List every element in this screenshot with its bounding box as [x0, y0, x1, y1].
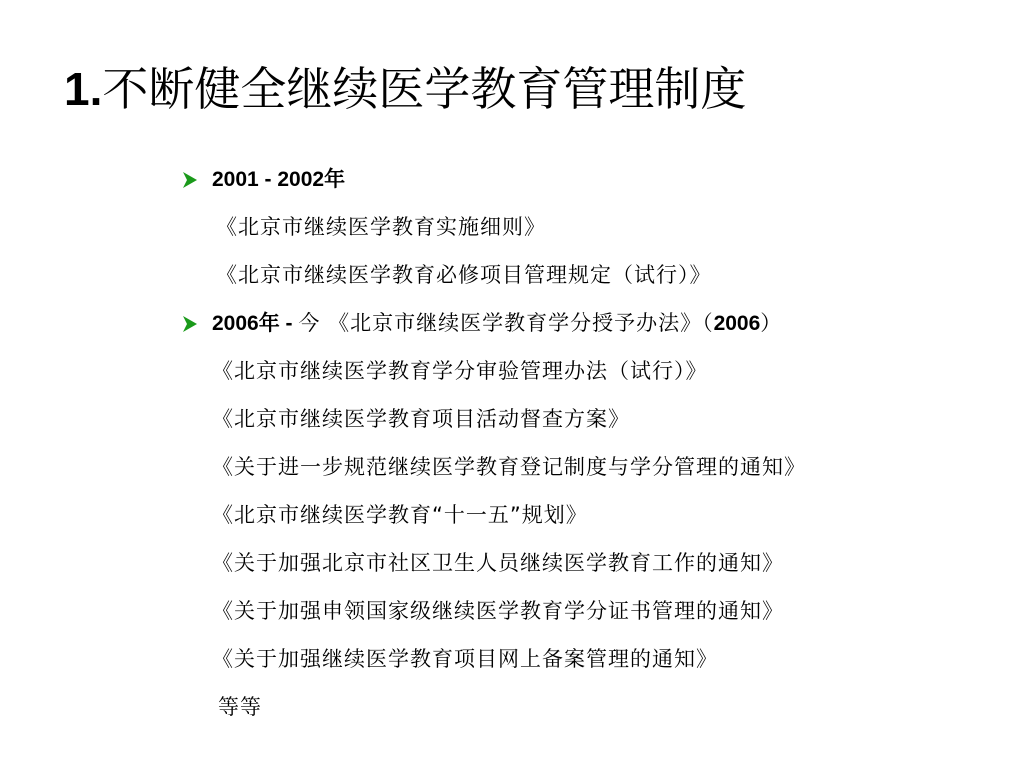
- section-2-dash: -: [279, 312, 299, 335]
- arrow-bullet-icon: [182, 171, 198, 189]
- section-1-period-suffix: 年: [324, 168, 346, 191]
- section-1-heading: [212, 165, 345, 194]
- section-2-doc: 《关于加强申领国家级继续医学教育学分证书管理的通知》: [212, 599, 784, 623]
- section-2-to: 今: [298, 311, 321, 335]
- section-2-trailing: 等等: [218, 695, 262, 719]
- section-2-inline-close: ）: [760, 311, 783, 335]
- slide-title: [64, 62, 746, 117]
- section-2-year-suffix: 年: [258, 312, 280, 335]
- section-1-period: 2001 - 2002: [212, 168, 325, 191]
- title-number: 1.: [64, 63, 103, 115]
- arrow-bullet-icon: [182, 315, 198, 333]
- section-2-doc: 《北京市继续医学教育“十一五”规划》: [212, 503, 588, 527]
- section-1-doc: 《北京市继续医学教育必修项目管理规定（试行）》: [216, 263, 712, 287]
- section-2-inline-year: 2006: [713, 312, 761, 335]
- section-1-doc: 《北京市继续医学教育实施细则》: [216, 215, 546, 239]
- section-2-doc: 《关于进一步规范继续医学教育登记制度与学分管理的通知》: [212, 455, 806, 479]
- section-2-doc: 《关于加强北京市社区卫生人员继续医学教育工作的通知》: [212, 551, 784, 575]
- section-2-doc: 《北京市继续医学教育学分审验管理办法（试行）》: [212, 359, 708, 383]
- section-2-doc: 《关于加强继续医学教育项目网上备案管理的通知》: [212, 647, 718, 671]
- section-2-inline-doc: 《北京市继续医学教育学分授予办法》（: [328, 311, 714, 335]
- section-2-doc: 《北京市继续医学教育项目活动督查方案》: [212, 407, 630, 431]
- title-text: 不断健全继续医学教育管理制度: [102, 62, 747, 116]
- section-2-heading: [212, 309, 782, 338]
- section-2-year: 2006: [212, 312, 259, 335]
